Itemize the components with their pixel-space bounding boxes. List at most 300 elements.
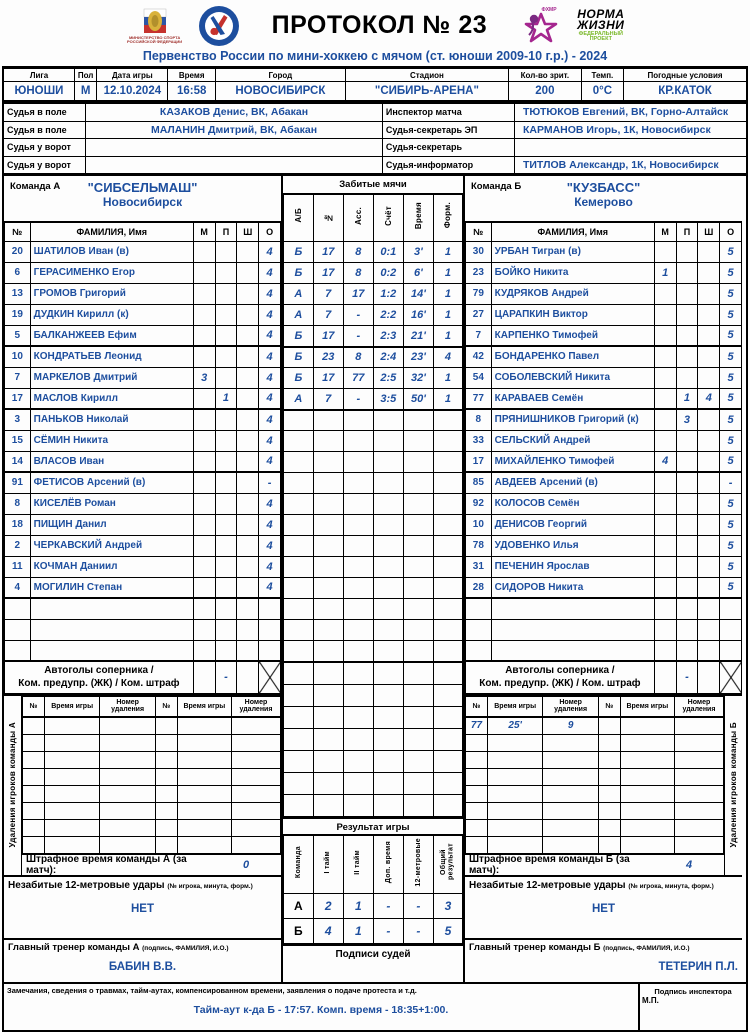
player-penalty <box>698 241 720 262</box>
goals-col-num: № <box>323 212 333 222</box>
empty-penalty-row <box>466 836 724 853</box>
player-mark: 4 <box>259 241 281 262</box>
player-mark: 4 <box>259 409 281 430</box>
empty-goal-row <box>284 599 463 620</box>
player-goals <box>193 451 215 472</box>
player-name: ГЕРАСИМЕНКО Егор <box>30 262 193 283</box>
result-col-total: Общий результат <box>440 843 455 881</box>
coach-note: (подпись, ФАМИЛИЯ, И.О.) <box>142 945 229 953</box>
inspector-signature-label: Подпись инспектора <box>654 987 732 996</box>
col-m: М <box>193 222 215 241</box>
goal-row: Б 23 8 2:4 23' 4 <box>284 347 463 368</box>
player-row <box>466 283 742 304</box>
league-value: ЮНОШИ <box>4 82 74 101</box>
player-goals <box>654 577 676 598</box>
player-assists <box>215 283 237 304</box>
player-penalty <box>237 451 259 472</box>
official-right-label: Судья-секретарь ЭП <box>382 121 514 139</box>
player-penalty <box>237 325 259 346</box>
player-goals <box>193 388 215 409</box>
player-row <box>466 409 742 430</box>
player-mark: 4 <box>259 325 281 346</box>
player-assists: 1 <box>215 388 237 409</box>
player-assists <box>215 241 237 262</box>
player-mark: 5 <box>720 493 742 514</box>
player-number: 77 <box>466 388 492 409</box>
player-penalty <box>698 346 720 367</box>
empty-penalty-row <box>466 819 724 836</box>
match-info-table <box>4 68 746 101</box>
player-penalty <box>237 262 259 283</box>
player-row <box>5 430 281 451</box>
official-left-label: Судья у ворот <box>4 139 86 157</box>
penalty-time-label: Штрафное время команды А (за матч): <box>26 853 187 876</box>
match-info-section <box>2 66 748 103</box>
player-row <box>466 577 742 598</box>
remarks-value: Тайм-аут к-да Б - 17:57. Комп. время - 18:35+1:00. <box>193 1004 449 1016</box>
extension-grid <box>283 662 463 817</box>
svg-text:ФХМР: ФХМР <box>541 6 557 13</box>
player-goals <box>654 535 676 556</box>
team-a-penalties-side-label: Удаления игроков команды А <box>4 696 22 875</box>
date-value: 12.10.2024 <box>97 82 168 101</box>
player-row <box>5 514 281 535</box>
player-row <box>5 325 281 346</box>
empty-penalty-row <box>23 734 281 751</box>
empty-penalty-row <box>23 836 281 853</box>
player-goals <box>654 325 676 346</box>
team-a-penalty-table <box>22 696 281 854</box>
empty-penalty-row <box>23 717 281 734</box>
remarks-section <box>2 982 748 1032</box>
info-header: Кол-во зрит. <box>509 69 582 82</box>
autogoals-label-line1: Автоголы соперника / <box>505 665 615 677</box>
empty-penalty-row <box>466 802 724 819</box>
goals-col-ab: А/Б <box>293 208 303 223</box>
official-left-label: Судья в поле <box>4 104 86 122</box>
team-b-coach-name: ТЕТЕРИН П.Л. <box>658 961 738 974</box>
player-number: 30 <box>466 241 492 262</box>
col-sh: Ш <box>237 222 259 241</box>
empty-penalty-row <box>23 751 281 768</box>
player-penalty <box>237 241 259 262</box>
result-title: Результат игры <box>283 817 463 835</box>
player-penalty: 4 <box>698 388 720 409</box>
player-number: 7 <box>466 325 492 346</box>
empty-penalty-row <box>23 802 281 819</box>
player-number: 15 <box>5 430 31 451</box>
player-assists <box>676 241 698 262</box>
player-penalty <box>698 430 720 451</box>
goal-row: А 7 - 3:5 50' 1 <box>284 389 463 410</box>
empty-goal-row <box>284 557 463 578</box>
col-name: ФАМИЛИЯ, Имя <box>491 222 654 241</box>
player-name: ПЕЧЕНИН Ярослав <box>491 556 654 577</box>
tournament-subtitle: Первенство России по мини-хоккею с мячом (ст. юноши 2009-10 г.р.) - 2024 <box>142 49 608 63</box>
player-assists: 3 <box>676 409 698 430</box>
player-row <box>466 493 742 514</box>
empty-goal-row <box>284 536 463 557</box>
player-penalty <box>698 514 720 535</box>
player-assists <box>676 262 698 283</box>
player-goals <box>654 388 676 409</box>
player-number: 3 <box>5 409 31 430</box>
goal-row: Б 17 - 2:3 21' 1 <box>284 326 463 347</box>
player-assists <box>676 325 698 346</box>
empty-grid-row <box>284 773 463 795</box>
player-mark: 4 <box>259 577 281 598</box>
team-a-penalty-time <box>22 854 281 875</box>
team-b-column <box>465 176 742 982</box>
spectators-value: 200 <box>509 82 582 101</box>
player-mark: 4 <box>259 262 281 283</box>
player-number: 28 <box>466 577 492 598</box>
empty-player-row <box>466 619 742 640</box>
norma-zhizni-logo <box>577 6 625 42</box>
player-assists <box>215 556 237 577</box>
player-name: КОЧМАН Даниил <box>30 556 193 577</box>
team-b-missed-value: НЕТ <box>592 902 615 915</box>
goals-table <box>283 194 463 662</box>
roster-header-row <box>466 222 742 241</box>
page-title: ПРОТОКОЛ № 23 <box>271 11 488 39</box>
empty-goal-row <box>284 494 463 515</box>
official-left-value: МАЛАНИН Дмитрий, ВК, Абакан <box>86 121 383 139</box>
col-name: ФАМИЛИЯ, Имя <box>30 222 193 241</box>
team-a-coach-block <box>4 938 281 982</box>
result-col-half1: I тайм <box>324 850 332 874</box>
player-assists: 1 <box>676 388 698 409</box>
col-number: № <box>5 222 31 241</box>
player-penalty <box>698 451 720 472</box>
team-a-column <box>4 176 281 982</box>
goal-row: Б 17 8 0:2 6' 1 <box>284 263 463 284</box>
col-o: О <box>720 222 742 241</box>
norma-line2: ЖИЗНИ <box>577 18 625 33</box>
empty-grid-row <box>284 707 463 729</box>
player-penalty <box>237 577 259 598</box>
autogoals-label <box>5 661 194 693</box>
player-row <box>466 346 742 367</box>
player-name: КОНДРАТЬЕВ Леонид <box>30 346 193 367</box>
player-number: 23 <box>466 262 492 283</box>
official-row <box>4 121 746 139</box>
result-col-team: Команда <box>294 845 302 879</box>
official-right-value <box>514 139 746 157</box>
player-penalty <box>237 304 259 325</box>
player-name: БОНДАРЕНКО Павел <box>491 346 654 367</box>
player-mark: 5 <box>720 451 742 472</box>
player-name: КАРАВАЕВ Семён <box>491 388 654 409</box>
autogoals-label-line1: Автоголы соперника / <box>44 665 154 677</box>
player-penalty <box>698 283 720 304</box>
team-a-autogoals-row <box>5 661 281 693</box>
player-goals <box>193 514 215 535</box>
team-a-autogoals-value: - <box>215 661 237 693</box>
player-penalty <box>237 409 259 430</box>
ministry-of-sport-logo <box>126 8 184 44</box>
missed-label: Незабитые 12-метровые удары <box>469 879 626 891</box>
penalty-time-label: Штрафное время команды Б (за матч): <box>469 853 630 876</box>
player-penalty <box>698 556 720 577</box>
autogoals-label-line2: Ком. предупр. (ЖК) / Ком. штраф <box>479 678 641 690</box>
weather-value: КР.КАТОК <box>624 82 746 101</box>
info-value-row <box>4 82 746 101</box>
player-penalty <box>237 283 259 304</box>
team-b-penalties-side-label: Удаления игроков команды Б <box>724 696 742 875</box>
player-number: 13 <box>5 283 31 304</box>
result-row: Б 4 1 - - 5 <box>284 919 463 944</box>
penalty-time-value: 0 <box>242 858 250 871</box>
player-assists <box>676 367 698 388</box>
player-mark: 4 <box>259 493 281 514</box>
player-mark: 4 <box>259 514 281 535</box>
info-header-row <box>4 69 746 82</box>
player-name: КОЛОСОВ Семён <box>491 493 654 514</box>
empty-grid-row <box>284 685 463 707</box>
coach-label: Главный тренер команды А <box>8 942 140 954</box>
time-value: 16:58 <box>168 82 215 101</box>
player-assists <box>676 514 698 535</box>
bandy-federation-icon <box>198 5 240 47</box>
player-name: МИХАЙЛЕНКО Тимофей <box>491 451 654 472</box>
player-name: МАРКЕЛОВ Дмитрий <box>30 367 193 388</box>
player-row <box>5 493 281 514</box>
player-mark: 4 <box>259 283 281 304</box>
official-left-label: Судья у ворот <box>4 156 86 174</box>
info-header: Темп. <box>581 69 623 82</box>
player-name: ДЕНИСОВ Георгий <box>491 514 654 535</box>
player-assists <box>676 577 698 598</box>
empty-grid-row <box>284 663 463 685</box>
player-assists <box>215 346 237 367</box>
player-mark: 5 <box>720 325 742 346</box>
missed-note: (№ игрока, минута, форм.) <box>628 882 714 890</box>
player-row <box>5 304 281 325</box>
player-number: 7 <box>5 367 31 388</box>
empty-goal-row <box>284 641 463 662</box>
player-mark: 5 <box>720 241 742 262</box>
official-right-value: КАРМАНОВ Игорь, 1К, Новосибирск <box>514 121 746 139</box>
player-goals <box>193 283 215 304</box>
result-col-half2: II тайм <box>354 849 362 875</box>
player-row <box>5 346 281 367</box>
player-row <box>5 241 281 262</box>
result-row: А 2 1 - - 3 <box>284 894 463 919</box>
player-name: МАСЛОВ Кирилл <box>30 388 193 409</box>
player-goals <box>193 262 215 283</box>
player-assists <box>676 283 698 304</box>
document-header <box>2 2 748 49</box>
empty-goal-row <box>284 410 463 431</box>
missed-note: (№ игрока, минута, форм.) <box>167 882 253 890</box>
col-p: П <box>215 222 237 241</box>
empty-penalty-row <box>23 768 281 785</box>
autogoals-label <box>466 661 655 693</box>
team-b-penalty-table <box>465 696 724 854</box>
team-b-missed-penalties <box>465 875 742 939</box>
stamp-label: М.П. <box>642 996 659 1005</box>
player-goals <box>654 283 676 304</box>
gender-value: М <box>74 82 96 101</box>
player-mark: 5 <box>720 577 742 598</box>
penalty-header-row: № Время игры Номер удаления № Время игры Номер удаления <box>466 696 724 717</box>
team-b-name: "КУЗБАСС" <box>566 180 641 195</box>
result-col-overtime: Доп. время <box>384 840 392 884</box>
team-b-city: Кемерово <box>574 195 633 209</box>
player-row <box>466 430 742 451</box>
player-penalty <box>698 577 720 598</box>
info-header: Дата игры <box>97 69 168 82</box>
protocol-document <box>2 0 748 1032</box>
player-mark: 4 <box>259 556 281 577</box>
player-goals <box>654 367 676 388</box>
player-number: 78 <box>466 535 492 556</box>
stadium-value: "СИБИРЬ-АРЕНА" <box>345 82 508 101</box>
player-row <box>5 472 281 493</box>
crossed-out-cell <box>720 661 742 693</box>
player-name: УРБАН Тигран (в) <box>491 241 654 262</box>
player-mark: 4 <box>259 367 281 388</box>
player-mark: 5 <box>720 283 742 304</box>
penalty-header-row: № Время игры Номер удаления № Время игры Номер удаления <box>23 696 281 717</box>
player-name: ПРЯНИШНИКОВ Григорий (к) <box>491 409 654 430</box>
player-number: 5 <box>5 325 31 346</box>
team-b-autogoals-row <box>466 661 742 693</box>
official-left-value <box>86 156 383 174</box>
inspector-signature-block <box>640 984 746 1030</box>
player-row <box>5 283 281 304</box>
player-number: 42 <box>466 346 492 367</box>
player-name: ДУДКИН Кирилл (к) <box>30 304 193 325</box>
player-goals <box>193 241 215 262</box>
player-name: КИСЕЛЁВ Роман <box>30 493 193 514</box>
player-assists <box>215 535 237 556</box>
player-number: 18 <box>5 514 31 535</box>
player-number: 92 <box>466 493 492 514</box>
player-penalty <box>698 367 720 388</box>
player-goals <box>193 409 215 430</box>
player-mark: - <box>720 472 742 493</box>
official-right-label: Судья-информатор <box>382 156 514 174</box>
crossed-out-cell <box>259 661 281 693</box>
empty-player-row <box>466 598 742 619</box>
player-assists <box>215 367 237 388</box>
info-header: Погодные условия <box>624 69 746 82</box>
player-number: 2 <box>5 535 31 556</box>
remarks-block <box>4 984 640 1030</box>
team-b-coach-block <box>465 938 742 982</box>
player-number: 33 <box>466 430 492 451</box>
player-row <box>466 262 742 283</box>
player-goals <box>654 493 676 514</box>
empty-player-row <box>466 640 742 661</box>
coach-note: (подпись, ФАМИЛИЯ, И.О.) <box>603 945 690 953</box>
player-goals <box>193 430 215 451</box>
col-sh: Ш <box>698 222 720 241</box>
empty-grid-row <box>284 751 463 773</box>
player-mark: 4 <box>259 388 281 409</box>
empty-grid-row <box>284 729 463 751</box>
player-row <box>5 409 281 430</box>
player-assists <box>676 451 698 472</box>
empty-goal-row <box>284 431 463 452</box>
referee-signatures-label: Подписи судей <box>335 949 411 960</box>
team-a-city: Новосибирск <box>102 195 183 209</box>
player-goals <box>654 472 676 493</box>
official-right-label: Инспектор матча <box>382 104 514 122</box>
officials-section <box>2 101 748 176</box>
team-a-coach-name: БАБИН В.В. <box>108 961 177 974</box>
team-a-label: Команда А <box>10 181 61 192</box>
ministry-coat-of-arms-icon <box>135 8 175 36</box>
player-assists <box>676 430 698 451</box>
player-row <box>466 241 742 262</box>
player-assists <box>215 472 237 493</box>
player-goals <box>654 304 676 325</box>
empty-player-row <box>5 619 281 640</box>
player-mark: 5 <box>720 514 742 535</box>
goals-column <box>281 176 465 982</box>
player-goals: 3 <box>193 367 215 388</box>
bandy-federation-logo <box>198 5 240 47</box>
official-right-label: Судья-секретарь <box>382 139 514 157</box>
player-penalty <box>698 535 720 556</box>
team-a-roster <box>4 222 281 694</box>
official-left-value: КАЗАКОВ Денис, ВК, Абакан <box>86 104 383 122</box>
empty-player-row <box>5 640 281 661</box>
player-assists <box>676 304 698 325</box>
player-goals <box>193 304 215 325</box>
player-penalty <box>237 388 259 409</box>
official-row <box>4 139 746 157</box>
player-goals <box>193 493 215 514</box>
player-penalty <box>237 514 259 535</box>
player-name: ПИЩИН Данил <box>30 514 193 535</box>
result-col-penalties: 12-метровые <box>414 837 422 887</box>
team-b-penalty-time <box>465 854 724 875</box>
player-goals <box>193 535 215 556</box>
player-name: БАЛКАНЖЕЕВ Ефим <box>30 325 193 346</box>
player-assists <box>215 304 237 325</box>
autogoals-label-line2: Ком. предупр. (ЖК) / Ком. штраф <box>18 678 180 690</box>
player-number: 6 <box>5 262 31 283</box>
coach-label: Главный тренер команды Б <box>469 942 601 954</box>
empty-goal-row <box>284 578 463 599</box>
temperature-value: 0°С <box>581 82 623 101</box>
player-mark: 5 <box>720 367 742 388</box>
team-b-label: Команда Б <box>471 181 522 192</box>
goals-col-assist: Асс. <box>353 206 363 225</box>
player-name: АВДЕЕВ Арсений (в) <box>491 472 654 493</box>
player-number: 85 <box>466 472 492 493</box>
player-row <box>5 262 281 283</box>
empty-penalty-row <box>466 785 724 802</box>
referee-signatures-block <box>283 944 463 982</box>
player-mark: 4 <box>259 304 281 325</box>
team-b-penalties <box>465 694 742 875</box>
empty-penalty-row <box>466 751 724 768</box>
empty-penalty-row <box>23 819 281 836</box>
empty-goal-row <box>284 452 463 473</box>
empty-goal-row <box>284 515 463 536</box>
goals-header-row <box>284 195 463 242</box>
player-row <box>466 535 742 556</box>
player-goals <box>193 346 215 367</box>
player-number: 14 <box>5 451 31 472</box>
player-name: СЕЛЬСКИЙ Андрей <box>491 430 654 451</box>
player-assists <box>676 556 698 577</box>
